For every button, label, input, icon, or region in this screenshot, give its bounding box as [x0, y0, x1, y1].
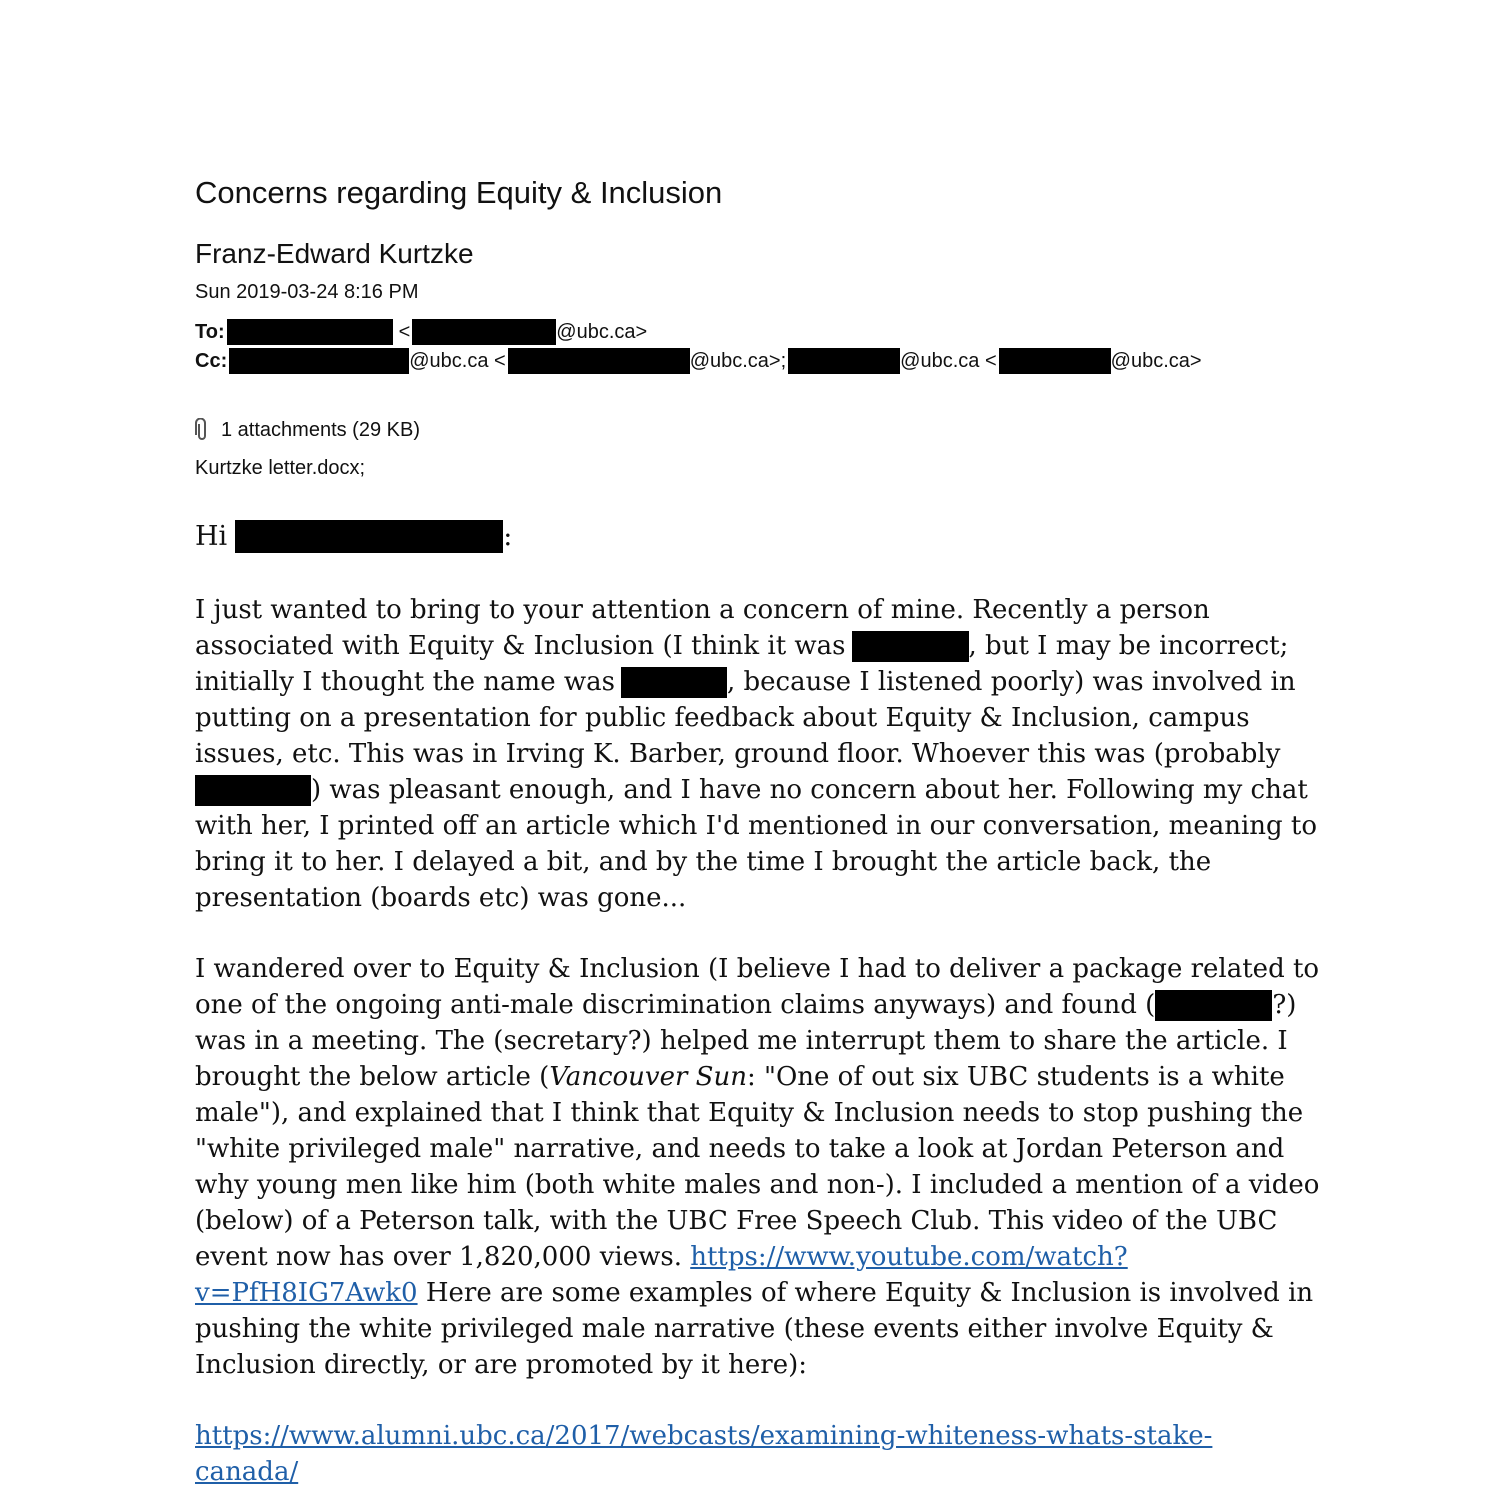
- text-span: one of the ongoing anti-male discrimination claims anyways) and found (: [195, 990, 1156, 1020]
- text-line: I just wanted to bring to your attention a concern of mine. Recently a person: [195, 595, 1210, 625]
- attachment-file[interactable]: Kurtzke letter.docx;: [195, 457, 366, 479]
- greeting: [195, 520, 512, 553]
- text-line: presentation (boards etc) was gone...: [195, 883, 687, 913]
- to-text: <: [398, 320, 411, 343]
- text-line: I wandered over to Equity & Inclusion (I believe I had to deliver a package related to: [195, 954, 1320, 984]
- cc-text: @ubc.ca <: [900, 349, 997, 372]
- text-span: : "One of out six UBC students is a white: [746, 1062, 1285, 1092]
- text-line: [195, 1059, 1315, 1095]
- text-line: was in a meeting. The (secretary?) helped me interrupt them to share the article. I: [195, 1026, 1288, 1056]
- redaction-block: [1155, 990, 1272, 1021]
- paperclip-icon: [195, 418, 209, 442]
- paragraph-2: [195, 951, 1320, 1383]
- text-line: pushing the white privileged male narrative (these events either involve Equity &: [195, 1314, 1274, 1344]
- text-span: ) was pleasant enough, and I have no concern about her. Following my chat: [311, 775, 1308, 805]
- text-span: initially I thought the name was: [195, 667, 615, 697]
- sent-date: Sun 2019-03-24 8:16 PM: [195, 281, 419, 303]
- attachments-summary[interactable]: [195, 418, 420, 442]
- text-line: [195, 1418, 1315, 1454]
- redaction-block: [195, 775, 311, 806]
- email-subject: Concerns regarding Equity & Inclusion: [195, 175, 723, 210]
- youtube-link[interactable]: v=PfH8IG7Awk0: [195, 1278, 418, 1308]
- alumni-link[interactable]: https://www.alumni.ubc.ca/2017/webcasts/examining-whiteness-whats-stake-: [195, 1421, 1213, 1451]
- text-line: bring it to her. I delayed a bit, and by the time I brought the article back, the: [195, 847, 1212, 877]
- alumni-link[interactable]: canada/: [195, 1457, 299, 1487]
- text-span: ?): [1272, 990, 1297, 1020]
- text-line: [195, 1454, 1315, 1490]
- greeting-colon: :: [503, 521, 513, 552]
- publication-name: Vancouver Sun: [549, 1062, 747, 1092]
- redaction-block: [235, 520, 503, 553]
- text-span: brought the below article (: [195, 1062, 550, 1092]
- text-line: with her, I printed off an article which I'd mentioned in our conversation, meaning to: [195, 811, 1318, 841]
- redaction-block: [852, 631, 969, 662]
- redaction-block: [508, 348, 690, 374]
- cc-line: [195, 348, 1202, 374]
- redaction-block: [227, 319, 393, 345]
- to-label: To:: [195, 320, 225, 343]
- text-line: [195, 772, 1315, 808]
- text-line: [195, 1239, 1315, 1275]
- text-line: issues, etc. This was in Irving K. Barber, ground floor. Whoever this was (probably: [195, 739, 1281, 769]
- text-line: [195, 628, 1315, 664]
- text-line: why young men like him (both white males and non-). I included a mention of a video: [195, 1170, 1320, 1200]
- text-line: (below) of a Peterson talk, with the UBC Free Speech Club. This video of the UBC: [195, 1206, 1278, 1236]
- text-line: [195, 987, 1315, 1023]
- redaction-block: [999, 348, 1111, 374]
- text-span: , but I may be incorrect;: [968, 631, 1289, 661]
- text-span: , because I listened poorly) was involved in: [726, 667, 1296, 697]
- text-span: event now has over 1,820,000 views.: [195, 1242, 691, 1272]
- greeting-hi: Hi: [195, 521, 228, 552]
- paragraph-3: [195, 1418, 1315, 1490]
- text-span: associated with Equity & Inclusion (I think it was: [195, 631, 846, 661]
- cc-text: @ubc.ca>: [1110, 349, 1202, 372]
- cc-text: @ubc.ca>;: [689, 349, 787, 372]
- redaction-block: [788, 348, 900, 374]
- redaction-block: [229, 348, 409, 374]
- attachments-label: 1 attachments (29 KB): [221, 418, 420, 441]
- text-line: [195, 1275, 1315, 1311]
- cc-label: Cc:: [195, 349, 228, 372]
- text-span: Here are some examples of where Equity & Inclusion is involved in: [417, 1278, 1314, 1308]
- redaction-block: [412, 319, 556, 345]
- to-line: [195, 319, 647, 345]
- cc-text: @ubc.ca <: [409, 349, 506, 372]
- text-line: "white privileged male" narrative, and needs to take a look at Jordan Peterson and: [195, 1134, 1285, 1164]
- text-line: [195, 664, 1315, 700]
- youtube-link[interactable]: https://www.youtube.com/watch?: [690, 1242, 1128, 1272]
- text-line: male"), and explained that I think that Equity & Inclusion needs to stop pushing the: [195, 1098, 1304, 1128]
- to-text[interactable]: @ubc.ca>: [556, 320, 648, 343]
- paragraph-1: [195, 592, 1318, 916]
- sender-name: Franz-Edward Kurtzke: [195, 238, 474, 269]
- text-line: Inclusion directly, or are promoted by it here):: [195, 1350, 808, 1380]
- redaction-block: [621, 667, 727, 698]
- text-line: putting on a presentation for public feedback about Equity & Inclusion, campus: [195, 703, 1250, 733]
